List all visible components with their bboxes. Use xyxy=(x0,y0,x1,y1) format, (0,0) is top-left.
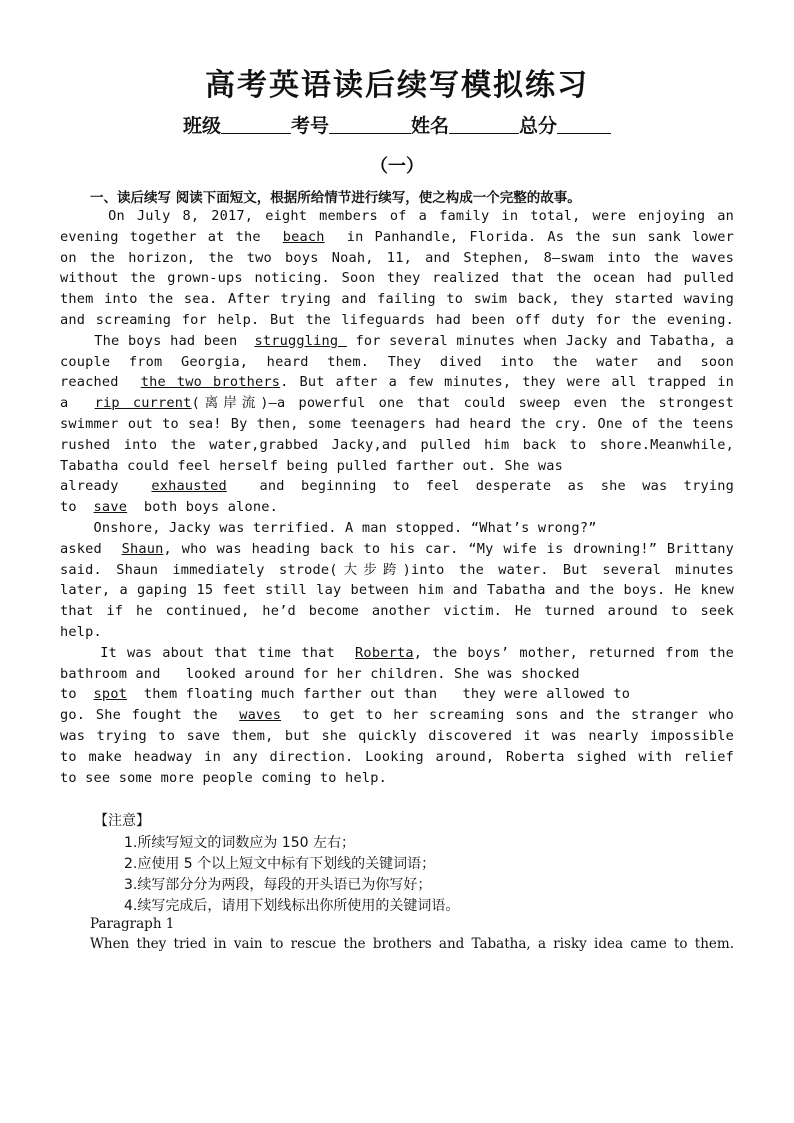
passage-line xyxy=(60,456,734,477)
key-word: the two brothers xyxy=(140,374,281,391)
passage-text: to see some more people coming to help. xyxy=(60,769,387,786)
passage-line xyxy=(60,539,734,560)
key-word: struggling xyxy=(254,332,347,349)
passage-text: , who was heading back to his car. “My wife is drowning!” Brittany xyxy=(163,540,734,557)
passage-text: in Panhandle, Florida. As the sun sank lower xyxy=(324,228,734,245)
class-label: 班级 xyxy=(182,115,221,137)
passage-text: couple from Georgia, heard them. They dived into the water and soon xyxy=(60,353,734,370)
passage-text: evening together at the xyxy=(60,228,283,245)
passage-text: them floating much farther out than they were allowed to xyxy=(127,686,631,703)
note-item: 4.续写完成后，请用下划线标出你所使用的关键词语。 xyxy=(124,898,460,914)
key-word: exhausted xyxy=(151,478,227,495)
passage-text: go. She fought the xyxy=(60,707,240,724)
passage-text: asked xyxy=(60,540,122,557)
passage-text: bathroom and looked around for her children. She was shocked xyxy=(60,665,580,682)
passage-line xyxy=(60,705,734,726)
student-info-line xyxy=(0,111,794,138)
note-item: 1.所续写短文的词数应为 150 左右； xyxy=(124,835,355,851)
passage-text: . But after a few minutes, they were all trapped in xyxy=(280,374,734,391)
passage-text: Onshore, Jacky was terrified. A man stopped. “What’s wrong?” xyxy=(60,520,597,536)
passage-line xyxy=(60,726,734,747)
key-word: save xyxy=(93,499,128,516)
passage-text: already xyxy=(60,478,152,495)
passage-line xyxy=(60,601,734,622)
exam-no-blank xyxy=(329,115,411,134)
note-item: 2.应使用 5 个以上短文中标有下划线的关键词语； xyxy=(124,856,436,872)
passage-line xyxy=(60,206,734,227)
passage-text: to xyxy=(60,499,94,516)
passage-line xyxy=(60,227,734,248)
paragraph-1-opening: When they tried in vain to rescue the brothers and Tabatha, a risky idea came to them. xyxy=(90,936,734,952)
key-word: Roberta xyxy=(355,644,414,661)
score-label: 总分 xyxy=(519,115,558,137)
passage-line xyxy=(60,289,734,310)
score-blank xyxy=(557,115,611,134)
passage-text: help. xyxy=(60,624,102,640)
passage-line xyxy=(60,643,734,664)
passage-text: later, a gaping 15 feet still lay between him and Tabatha and the boys. He knew xyxy=(60,582,734,599)
key-word: beach xyxy=(282,228,325,245)
passage-text: It was about that time that xyxy=(60,644,356,661)
class-blank xyxy=(221,115,291,134)
key-word: spot xyxy=(93,686,128,703)
passage-line xyxy=(60,560,734,581)
passage-line xyxy=(60,352,734,373)
page-title: 高考英语读后续写模拟练习 xyxy=(205,68,589,103)
passage-text: on the horizon, the two boys Noah, 11, and Stephen, 8—swam into the waves xyxy=(60,249,734,266)
passage-line xyxy=(60,476,734,497)
passage-line xyxy=(60,435,734,456)
passage-line xyxy=(60,248,734,269)
passage-line xyxy=(60,310,734,331)
passage-line xyxy=(60,414,734,435)
passage-text: them into the sea. After trying and failing to swim back, they started waving xyxy=(60,291,734,308)
passage-line xyxy=(60,684,734,705)
passage-text: said. Shaun immediately strode(大步跨)into the water. But several minutes xyxy=(60,561,734,578)
passage-text: On July 8, 2017, eight members of a family in total, were enjoying an xyxy=(60,208,734,224)
passage-text: to make headway in any direction. Looking around, Roberta sighed with relief xyxy=(60,748,734,765)
passage-line xyxy=(60,268,734,289)
exam-no-label: 考号 xyxy=(290,115,329,137)
passage-line xyxy=(60,747,734,768)
note-item: 3.续写部分分为两段，每段的开头语已为你写好； xyxy=(124,877,432,893)
passage-line xyxy=(60,372,734,393)
passage-line xyxy=(60,497,734,518)
passage-text: to xyxy=(60,686,94,703)
section-number: （一） xyxy=(370,156,424,177)
passage-line xyxy=(60,664,734,685)
passage-text: reached xyxy=(60,374,141,391)
passage-text: was trying to save them, but she quickly discovered it was nearly impossible xyxy=(60,728,734,744)
passage-text: , the boys’ mother, returned from the xyxy=(413,644,734,661)
key-word: waves xyxy=(239,707,282,724)
passage-line xyxy=(60,393,734,414)
passage-line xyxy=(60,622,734,643)
passage-text: Tabatha could feel herself being pulled farther out. She was xyxy=(60,457,564,474)
passage-text: a xyxy=(60,395,95,412)
passage-text: and screaming for help. But the lifeguards had been off duty for the evening. xyxy=(60,312,734,328)
notes-title: 【注意】 xyxy=(94,813,150,829)
name-label: 姓名 xyxy=(411,115,450,137)
name-blank xyxy=(449,115,519,134)
passage-text: and beginning to feel desperate as she was trying xyxy=(226,478,734,495)
passage-text: (离岸流)—a powerful one that could sweep even the strongest xyxy=(191,395,734,412)
passage-line xyxy=(60,518,734,539)
passage-text: rushed into the water,grabbed Jacky,and pulled him back to shore.Meanwhile, xyxy=(60,436,734,453)
key-word: Shaun xyxy=(121,540,164,557)
passage-text: The boys had been xyxy=(60,332,255,349)
passage-line xyxy=(60,768,734,789)
paragraph-1-heading: Paragraph 1 xyxy=(90,916,175,932)
passage-text: for several minutes when Jacky and Tabatha, a xyxy=(346,332,734,349)
passage-line xyxy=(60,331,734,352)
passage-line xyxy=(60,580,734,601)
passage-text: that if he continued, he’d become another victim. He turned around to seek xyxy=(60,603,734,620)
passage-text: to get to her screaming sons and the stranger who xyxy=(281,707,734,724)
passage-text: both boys alone. xyxy=(127,499,279,516)
task-instruction: 一、读后续写 阅读下面短文，根据所给情节进行续写，使之构成一个完整的故事。 xyxy=(90,190,581,206)
passage-text: swimmer out to sea! By then, some teenagers had heard the cry. One of the teens xyxy=(60,416,734,432)
key-word: rip current xyxy=(94,395,192,412)
passage-text: without the grown-ups noticing. Soon they realized that the ocean had pulled xyxy=(60,270,734,287)
